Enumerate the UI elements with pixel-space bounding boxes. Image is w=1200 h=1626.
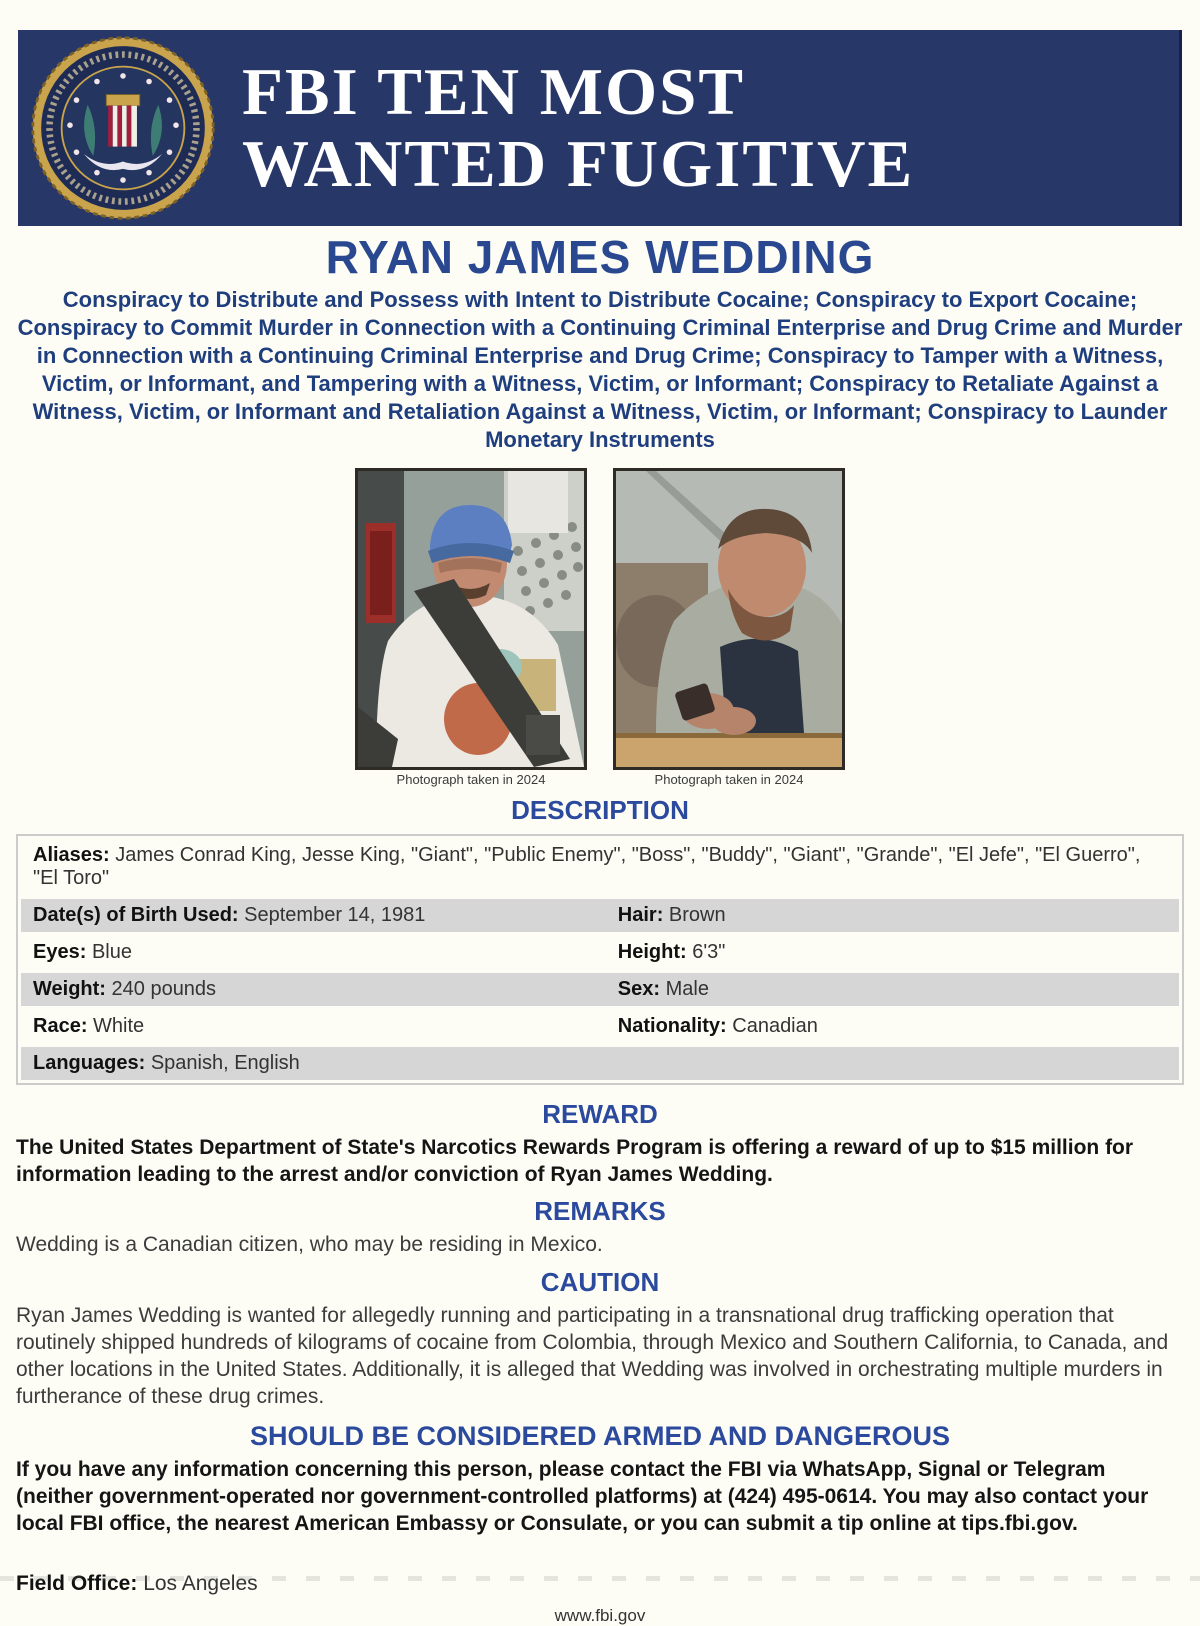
cutoff-text-artifact <box>0 1576 1200 1581</box>
fbi-seal-icon <box>30 35 216 221</box>
photo-caption-right: Photograph taken in 2024 <box>654 771 804 787</box>
dob-label: Date(s) of Birth Used: <box>33 903 239 926</box>
photo-card-right <box>613 468 845 787</box>
weight-value: 240 pounds <box>111 977 217 1000</box>
table-row-race-nationality <box>21 1010 1179 1043</box>
field-office-label: Field Office: <box>16 1571 138 1595</box>
remarks-text: Wedding is a Canadian citizen, who may be residing in Mexico. <box>16 1233 603 1257</box>
height-value: 6'3" <box>692 940 726 963</box>
caution-heading: CAUTION <box>540 1266 660 1297</box>
table-row-weight-sex <box>21 973 1179 1006</box>
photo-left <box>355 468 587 770</box>
contact-text: If you have any information concerning this person, please contact the FBI via WhatsApp, Signal or Telegram (neither government-operated nor government-controlled platforms) at (424) 495-0614. You may also contact your local FBI office, the nearest American Embassy or Consulate, or you can submit a tip online at tips.fbi.gov. <box>16 1457 1149 1536</box>
dob-value: September 14, 1981 <box>244 903 426 926</box>
table-row-dob-hair <box>21 899 1179 932</box>
header-banner <box>18 30 1182 226</box>
race-label: Race: <box>33 1014 88 1037</box>
eyes-label: Eyes: <box>33 940 87 963</box>
eyes-value: Blue <box>91 940 132 963</box>
photo-caption-left: Photograph taken in 2024 <box>396 771 546 787</box>
table-row-aliases <box>21 839 1179 895</box>
photo-row <box>0 468 1200 787</box>
nationality-value: Canadian <box>732 1014 818 1037</box>
sex-value: Male <box>665 977 709 1000</box>
caution-text: Ryan James Wedding is wanted for allegedly running and participating in a transnational drug trafficking operation that routinely shipped hundreds of kilograms of cocaine from Colombia, through Mexico and Southern California, to Canada, and other locations in the United States. Additionally, it is alleged that Wedding was involved in orchestrating multiple murders in furtherance of these drug crimes. <box>16 1303 1169 1409</box>
remarks-heading: REMARKS <box>534 1196 666 1227</box>
height-label: Height: <box>617 940 687 963</box>
table-row-languages <box>21 1047 1179 1080</box>
wanted-poster <box>0 30 1200 1625</box>
fugitive-name: RYAN JAMES WEDDING <box>325 231 875 283</box>
languages-value: Spanish, English <box>150 1051 300 1074</box>
poster-title <box>242 56 914 201</box>
reward-text: The United States Department of State's Narcotics Rewards Program is offering a reward of up to $15 million for information leading to the arrest and/or conviction of Ryan James Wedding. <box>16 1135 1134 1186</box>
armed-dangerous-heading: SHOULD BE CONSIDERED ARMED AND DANGEROUS <box>249 1420 951 1451</box>
description-heading: DESCRIPTION <box>511 794 689 825</box>
field-office-value: Los Angeles <box>143 1571 258 1595</box>
poster-title-line2: WANTED FUGITIVE <box>242 127 915 201</box>
photo-right <box>613 468 845 770</box>
photo-card-left <box>355 468 587 787</box>
hair-value: Brown <box>668 903 726 926</box>
weight-label: Weight: <box>33 977 106 1000</box>
fbi-website: www.fbi.gov <box>554 1605 646 1625</box>
aliases-label: Aliases: <box>33 843 110 866</box>
languages-label: Languages: <box>33 1051 146 1074</box>
charges-text: Conspiracy to Distribute and Possess with Intent to Distribute Cocaine; Conspiracy to Export Cocaine; Conspiracy to Commit Murder in Connection with a Continuing Criminal Enterprise and Drug Crime and Murder in Connection with a Continuing Criminal Enterprise and Drug Crime; Conspiracy to Tamper with a Witness, Victim, or Informant, and Tampering with a Witness, Victim, or Informant; Conspiracy to Retaliate Against a Witness, Victim, or Informant and Retaliation Against a Witness, Victim, or Informant; Conspiracy to Launder Monetary Instruments <box>17 287 1183 452</box>
race-value: White <box>93 1014 145 1037</box>
nationality-label: Nationality: <box>617 1014 727 1037</box>
aliases-value: James Conrad King, Jesse King, "Giant", "Public Enemy", "Boss", "Buddy", "Giant", "Grande", "El Jefe", "El Guerro", "El Toro" <box>33 843 1141 889</box>
table-row-eyes-height <box>21 936 1179 969</box>
reward-heading: REWARD <box>542 1098 658 1129</box>
hair-label: Hair: <box>617 903 664 926</box>
description-table <box>16 834 1184 1085</box>
poster-title-line1: FBI TEN MOST <box>242 54 746 129</box>
sex-label: Sex: <box>617 977 661 1000</box>
